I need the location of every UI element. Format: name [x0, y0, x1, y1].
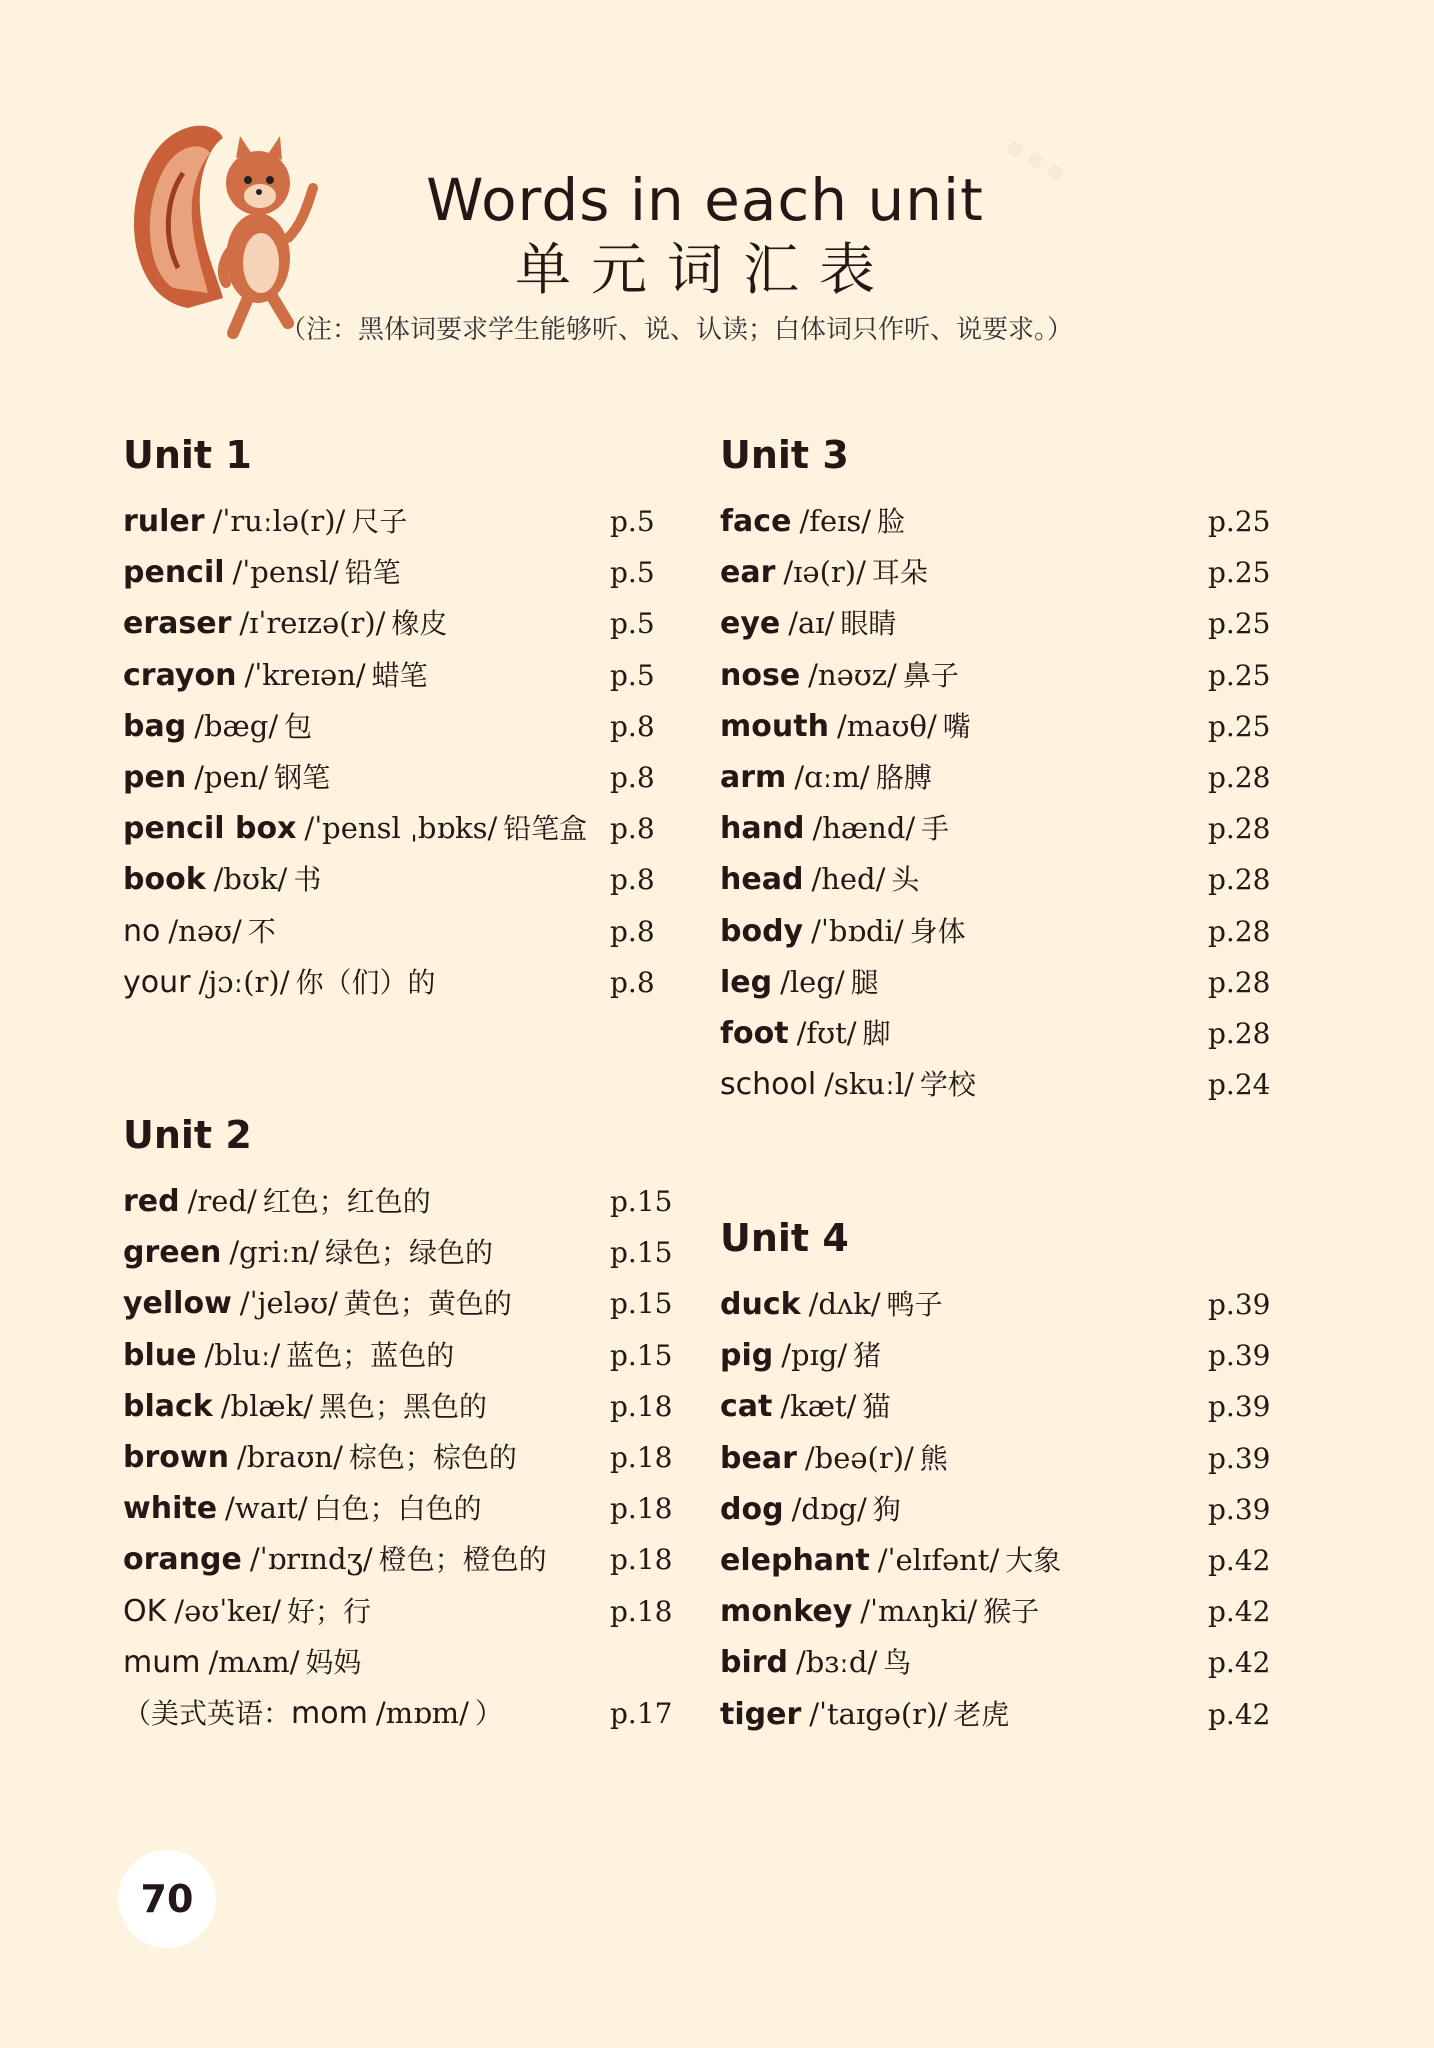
page-subtitle: 单元词汇表	[515, 238, 895, 303]
vocab-page-ref: p.28	[1208, 914, 1271, 948]
vocab-page-ref: p.39	[1208, 1492, 1271, 1526]
vocab-phonetic: /bæg/	[194, 708, 279, 743]
unit-title: Unit 1	[123, 433, 252, 477]
vocab-word: bag	[123, 708, 187, 744]
vocab-word: book	[123, 862, 206, 898]
vocab-meaning: 黑色；黑色的	[318, 1389, 487, 1423]
vocab-meaning: 书	[293, 863, 322, 897]
vocab-page-ref: p.5	[610, 607, 655, 641]
vocab-word: your	[123, 964, 191, 1000]
vocab-row	[123, 1330, 683, 1381]
unit-1	[123, 430, 673, 1008]
vocab-page-ref: p.5	[610, 658, 655, 692]
vocab-page-ref: p.18	[610, 1594, 673, 1628]
vocab-page-ref: p.39	[1208, 1390, 1271, 1424]
vocab-word: nose	[720, 657, 801, 693]
vocab-phonetic: /pen/	[194, 759, 269, 794]
vocab-row	[123, 598, 673, 649]
vocab-phonetic: /dɒg/	[791, 1491, 867, 1526]
vocab-page-ref: p.17	[610, 1696, 673, 1730]
vocab-page-ref: p.25	[1208, 556, 1271, 590]
vocab-meaning: 尺子	[351, 505, 408, 538]
vocab-phonetic: /ˈelɪfənt/	[877, 1542, 1000, 1577]
vocab-meaning: 蓝色；蓝色的	[286, 1338, 455, 1372]
vocab-page-ref: p.42	[1208, 1595, 1271, 1629]
vocab-page-ref: p.28	[1208, 812, 1271, 846]
vocab-row	[720, 1433, 1290, 1484]
vocab-meaning: 眼睛	[840, 607, 897, 641]
vocab-row	[123, 1432, 683, 1483]
vocab-meaning: 铅笔盒	[503, 812, 588, 846]
vocab-phonetic: /ˈkreɪən/	[244, 657, 366, 692]
vocab-word: ear	[720, 555, 776, 591]
vocab-word: pencil box	[123, 811, 297, 847]
vocab-phonetic: /red/	[187, 1184, 257, 1218]
vocab-page-ref: p.39	[1208, 1441, 1271, 1475]
vocab-page-ref: p.25	[1208, 505, 1271, 538]
vocab-phonetic: /hænd/	[812, 811, 916, 846]
vocab-phonetic: /bʊk/	[213, 862, 288, 897]
vocab-row	[720, 1008, 1290, 1059]
vocab-meaning: 大象	[1005, 1543, 1062, 1577]
vocab-row	[720, 1484, 1290, 1535]
vocab-meaning: 蜡笔	[371, 658, 428, 692]
vocab-page-ref: p.15	[610, 1338, 673, 1372]
vocab-phonetic: /waɪt/	[225, 1491, 308, 1526]
vocab-meaning: 鸟	[883, 1646, 912, 1680]
vocab-word: duck	[720, 1287, 801, 1322]
vocab-phonetic: /bluː/	[204, 1337, 281, 1372]
vocab-phonetic: /kæt/	[780, 1389, 857, 1424]
vocab-page-ref: p.42	[1208, 1697, 1271, 1731]
vocab-page-ref: p.39	[1208, 1339, 1271, 1373]
vocab-phonetic: /bɜːd/	[796, 1645, 878, 1680]
vocab-word: white	[123, 1491, 218, 1527]
vocab-meaning: 熊	[919, 1441, 948, 1475]
vocab-word: mouth	[720, 708, 829, 744]
vocab-word: green	[123, 1235, 222, 1271]
page-title: Words in each unit	[426, 166, 984, 234]
vocab-page-ref: p.24	[1208, 1068, 1271, 1102]
vocab-phonetic: /ɪˈreɪzə(r)/	[239, 606, 386, 641]
vocab-page-ref: p.8	[610, 709, 655, 743]
unit-title: Unit 3	[720, 433, 849, 477]
vocab-phonetic: /feɪs/	[799, 504, 872, 538]
vocab-page-ref: p.5	[610, 556, 655, 590]
vocab-meaning: 胳膊	[875, 760, 932, 794]
vocab-meaning: 身体	[909, 914, 966, 948]
vocab-meaning: 鸭子	[886, 1288, 943, 1321]
vocab-page-ref: p.18	[610, 1492, 673, 1526]
vocab-word: mom	[291, 1695, 368, 1731]
vocab-word: school	[720, 1067, 817, 1103]
unit-2	[123, 1110, 683, 1739]
vocab-meaning: 鼻子	[902, 658, 959, 692]
vocab-page-ref: p.18	[610, 1543, 673, 1577]
vocab-row	[720, 547, 1290, 598]
vocab-row	[720, 1330, 1290, 1381]
vocab-meaning: 铅笔	[344, 556, 401, 590]
vocab-meaning: 白色；白色的	[313, 1492, 482, 1526]
vocab-note-prefix: （美式英语：	[123, 1696, 292, 1730]
vocab-row	[720, 598, 1290, 649]
vocab-page-ref: p.28	[1208, 760, 1271, 794]
vocab-phonetic: /fʊt/	[796, 1015, 857, 1050]
vocab-meaning: 黄色；黄色的	[343, 1287, 512, 1321]
vocab-phonetic: /ˈpensl/	[232, 555, 339, 590]
vocab-meaning: 妈妈	[305, 1645, 362, 1679]
vocab-phonetic: /aɪ/	[788, 606, 835, 641]
vocab-meaning: 脸	[877, 505, 906, 538]
vocab-phonetic: /nəʊz/	[808, 657, 897, 692]
vocab-phonetic: /beə(r)/	[804, 1440, 914, 1475]
vocab-page-ref: p.15	[610, 1185, 673, 1218]
vocab-word: brown	[123, 1439, 229, 1475]
vocab-row	[123, 650, 673, 701]
vocab-row	[720, 701, 1290, 752]
vocab-word: bird	[720, 1645, 789, 1681]
vocab-row	[720, 803, 1290, 854]
vocab-meaning: 猴子	[983, 1595, 1040, 1629]
vocab-page-ref: p.8	[610, 965, 655, 999]
vocab-row	[720, 752, 1290, 803]
vocab-meaning: 脚	[862, 1016, 891, 1050]
vocab-phonetic: /skuːl/	[824, 1067, 914, 1102]
vocab-row	[720, 1279, 1290, 1330]
vocab-row	[123, 1381, 683, 1432]
vocab-page-ref: p.25	[1208, 709, 1271, 743]
vocab-word: dog	[720, 1491, 784, 1527]
vocab-phonetic: /ɑːm/	[794, 759, 870, 794]
vocab-phonetic: /griːn/	[229, 1235, 320, 1270]
vocab-phonetic: /maʊθ/	[836, 708, 937, 743]
vocab-word: pencil	[123, 555, 225, 591]
vocab-row	[123, 803, 673, 854]
vocab-page-ref: p.8	[610, 914, 655, 948]
vocab-row	[123, 1176, 683, 1227]
vocab-word: OK	[123, 1593, 167, 1629]
vocab-phonetic: /ɪə(r)/	[783, 555, 866, 590]
vocab-word: black	[123, 1388, 213, 1424]
vocab-page-ref: p.28	[1208, 965, 1271, 999]
vocab-phonetic: /jɔː(r)/	[198, 964, 290, 999]
vocab-meaning: 手	[921, 812, 950, 846]
unit-title: Unit 2	[123, 1113, 252, 1157]
vocab-word: head	[720, 862, 804, 898]
vocab-meaning: 橙色；橙色的	[378, 1543, 547, 1577]
vocab-word: red	[123, 1184, 180, 1219]
vocab-page-ref: p.25	[1208, 658, 1271, 692]
vocab-word: cat	[720, 1389, 773, 1425]
vocab-page-ref: p.18	[610, 1440, 673, 1474]
vocab-page-ref: p.42	[1208, 1543, 1271, 1577]
vocab-word: elephant	[720, 1542, 870, 1578]
vocab-row	[123, 1688, 683, 1739]
vocab-phonetic: /ˈtaɪgə(r)/	[809, 1696, 948, 1731]
vocab-meaning: 钢笔	[274, 760, 331, 794]
vocab-row	[123, 547, 673, 598]
vocab-phonetic: /blæk/	[220, 1388, 313, 1423]
vocab-meaning: 好；行	[286, 1594, 371, 1628]
unit-4	[720, 1213, 1290, 1740]
vocab-word: bear	[720, 1440, 797, 1476]
vocab-row	[720, 906, 1290, 957]
vocab-page-ref: p.28	[1208, 1016, 1271, 1050]
vocab-row	[720, 650, 1290, 701]
vocab-word: leg	[720, 964, 773, 1000]
vocab-row	[123, 1586, 683, 1637]
vocab-meaning: 老虎	[953, 1697, 1010, 1731]
vocab-row	[720, 1689, 1290, 1740]
vocab-row	[720, 854, 1290, 905]
vocab-word: mum	[123, 1644, 201, 1680]
vocab-phonetic: /ˈɒrɪndʒ/	[249, 1542, 373, 1577]
vocab-page-ref: p.15	[610, 1287, 673, 1321]
vocab-word: orange	[123, 1542, 242, 1578]
vocab-phonetic: /əʊˈkeɪ/	[174, 1593, 281, 1628]
vocab-row	[720, 1535, 1290, 1586]
vocab-page-ref: p.42	[1208, 1646, 1271, 1680]
vocab-meaning: 学校	[919, 1068, 976, 1102]
vocab-page-ref: p.15	[610, 1236, 673, 1270]
vocab-meaning: 耳朵	[871, 556, 928, 590]
unit-3	[720, 430, 1290, 1110]
vocab-page-ref: p.18	[610, 1389, 673, 1423]
vocab-phonetic: /pɪg/	[781, 1338, 848, 1373]
vocab-phonetic: /mɒm/	[375, 1695, 469, 1730]
vocab-word: crayon	[123, 657, 237, 693]
vocab-page-ref: p.8	[610, 760, 655, 794]
vocab-meaning: 绿色；绿色的	[325, 1236, 494, 1270]
vocab-page-ref: p.8	[610, 863, 655, 897]
vocab-row	[123, 701, 673, 752]
vocab-word: hand	[720, 811, 805, 847]
vocab-word: eye	[720, 606, 781, 642]
vocab-meaning: 头	[891, 863, 920, 897]
vocab-phonetic: /ˈruːlə(r)/	[212, 504, 346, 538]
vocab-row	[123, 1637, 683, 1688]
vocab-word: pig	[720, 1338, 774, 1374]
vocab-row	[720, 957, 1290, 1008]
vocab-phonetic: /nəʊ/	[168, 913, 242, 948]
vocab-meaning: 腿	[850, 965, 879, 999]
vocab-phonetic: /ˈjeləʊ/	[239, 1286, 338, 1321]
vocab-meaning: ）	[474, 1696, 503, 1730]
vocab-word: eraser	[123, 606, 232, 642]
vocab-meaning: 嘴	[942, 709, 971, 743]
vocab-page-ref: p.8	[610, 812, 655, 846]
vocab-phonetic: /ˈbɒdi/	[811, 913, 904, 948]
vocab-word: ruler	[123, 504, 205, 539]
vocab-row	[123, 906, 673, 957]
vocab-word: body	[720, 913, 804, 949]
vocab-meaning: 包	[284, 709, 313, 743]
vocab-row	[123, 854, 673, 905]
vocab-meaning: 你（们）的	[295, 965, 436, 999]
vocab-page-ref: p.39	[1208, 1288, 1271, 1321]
vocab-row	[720, 1637, 1290, 1688]
vocab-word: face	[720, 504, 792, 539]
page-number: 70	[118, 1850, 216, 1948]
vocab-word: monkey	[720, 1594, 853, 1630]
vocab-meaning: 不	[247, 914, 276, 948]
vocab-meaning: 橡皮	[391, 607, 448, 641]
vocab-word: no	[123, 913, 161, 949]
vocab-page-ref: p.25	[1208, 607, 1271, 641]
vocab-phonetic: /ˈpensl ˌbɒks/	[304, 811, 498, 846]
vocab-phonetic: /leg/	[780, 964, 845, 999]
vocab-word: pen	[123, 759, 187, 795]
vocab-word: tiger	[720, 1696, 802, 1732]
vocab-row	[720, 1059, 1290, 1110]
vocab-page-ref: p.28	[1208, 863, 1271, 897]
vocab-phonetic: /mʌm/	[208, 1644, 300, 1679]
vocab-row	[123, 957, 673, 1008]
vocab-word: blue	[123, 1337, 197, 1373]
vocab-phonetic: /ˈmʌŋki/	[860, 1594, 978, 1629]
vocab-phonetic: /dʌk/	[808, 1287, 881, 1321]
vocab-word: foot	[720, 1015, 789, 1051]
vocab-row	[720, 496, 1290, 547]
vocab-meaning: 红色；红色的	[262, 1185, 431, 1218]
vocab-row	[123, 496, 673, 547]
vocab-row	[123, 1227, 683, 1278]
vocab-page-ref: p.5	[610, 505, 655, 538]
vocab-row	[720, 1381, 1290, 1432]
vocab-word: arm	[720, 759, 787, 795]
usage-note: （注：黑体词要求学生能够听、说、认读；白体词只作听、说要求。）	[280, 315, 1074, 345]
vocab-meaning: 猫	[862, 1390, 891, 1424]
vocab-phonetic: /braʊn/	[236, 1439, 343, 1474]
vocab-row	[720, 1586, 1290, 1637]
vocab-meaning: 狗	[872, 1492, 901, 1526]
vocab-phonetic: /hed/	[811, 862, 886, 897]
unit-title: Unit 4	[720, 1216, 849, 1260]
vocab-meaning: 棕色；棕色的	[348, 1440, 517, 1474]
vocab-row	[123, 752, 673, 803]
vocab-row	[123, 1534, 683, 1585]
vocab-row	[123, 1278, 683, 1329]
vocab-word: yellow	[123, 1286, 232, 1322]
vocab-meaning: 猪	[853, 1339, 882, 1373]
vocab-row	[123, 1483, 683, 1534]
